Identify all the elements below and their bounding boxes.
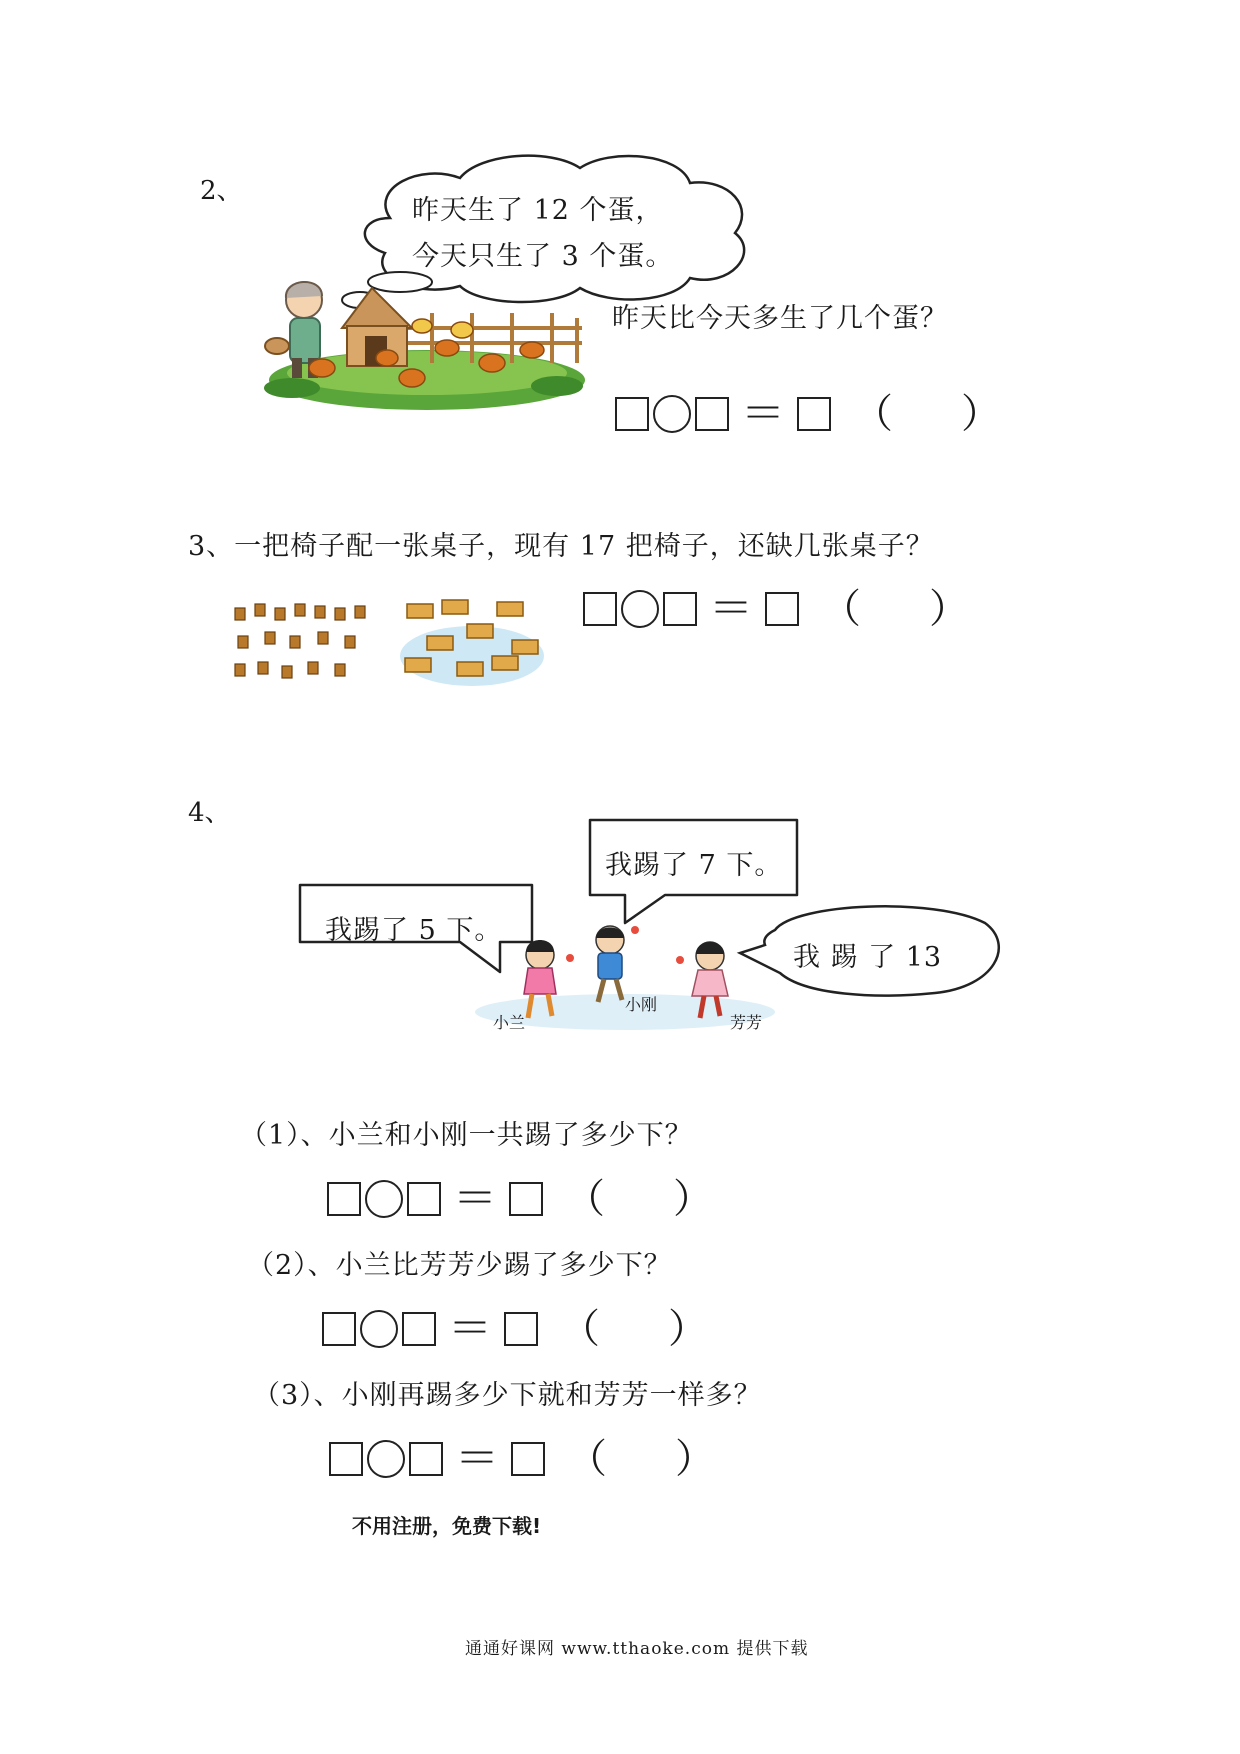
answer-box[interactable]	[615, 397, 649, 431]
answer-box[interactable]	[765, 592, 799, 626]
equation-q3	[583, 583, 969, 634]
equation-sub2	[322, 1303, 708, 1354]
paren-open: （	[821, 586, 861, 632]
name-label-fangfang: 芳芳	[730, 1013, 763, 1032]
equals-sign: ＝	[453, 1173, 497, 1224]
answer-box[interactable]	[509, 1182, 543, 1216]
operator-circle[interactable]	[365, 1180, 403, 1218]
cloud-line-2: 今天只生了 3 个蛋。	[412, 241, 674, 272]
paren-open: （	[565, 1176, 605, 1222]
equation-sub1	[327, 1173, 713, 1224]
paren-open: （	[853, 391, 893, 437]
question-2-text: 昨天比今天多生了几个蛋？	[612, 303, 948, 334]
bubble-right-text: 我 踢 了 13	[793, 942, 943, 973]
question-3-text: 3、一把椅子配一张桌子，现有 17 把椅子，还缺几张桌子？	[188, 531, 934, 562]
operator-circle[interactable]	[621, 590, 659, 628]
download-notice: 不用注册，免费下载!	[352, 1514, 542, 1538]
equation-sub3	[329, 1433, 715, 1484]
answer-box[interactable]	[402, 1312, 436, 1346]
sub-question-1: （1）、小兰和小刚一共踢了多少下？	[240, 1120, 693, 1151]
paren-open: （	[567, 1436, 607, 1482]
sub-question-3: （3）、小刚再踢多少下就和芳芳一样多？	[253, 1380, 762, 1411]
answer-box[interactable]	[695, 397, 729, 431]
paren-close: ）	[929, 586, 969, 632]
desks-illustration	[397, 596, 547, 691]
answer-box[interactable]	[583, 592, 617, 626]
answer-box[interactable]	[797, 397, 831, 431]
operator-circle[interactable]	[360, 1310, 398, 1348]
operator-circle[interactable]	[653, 395, 691, 433]
operator-circle[interactable]	[367, 1440, 405, 1478]
cloud-line-1: 昨天生了 12 个蛋，	[412, 195, 664, 226]
equation-q2	[615, 388, 1001, 439]
equals-sign: ＝	[448, 1303, 492, 1354]
answer-box[interactable]	[504, 1312, 538, 1346]
answer-box[interactable]	[407, 1182, 441, 1216]
farm-illustration	[262, 268, 587, 410]
paren-close: ）	[961, 391, 1001, 437]
paren-open: （	[560, 1306, 600, 1352]
name-label-xiaolan: 小兰	[493, 1013, 526, 1032]
bubble-left-text: 我踢了 5 下。	[325, 915, 503, 946]
answer-box[interactable]	[327, 1182, 361, 1216]
paren-close: ）	[675, 1436, 715, 1482]
answer-box[interactable]	[409, 1442, 443, 1476]
answer-box[interactable]	[329, 1442, 363, 1476]
name-label-xiaogang: 小刚	[625, 995, 658, 1014]
answer-box[interactable]	[511, 1442, 545, 1476]
chairs-illustration	[230, 598, 375, 690]
page-footer: 通通好课网 www.tthaoke.com 提供下载	[465, 1639, 809, 1659]
answer-box[interactable]	[322, 1312, 356, 1346]
equals-sign: ＝	[741, 388, 785, 439]
answer-box[interactable]	[663, 592, 697, 626]
equals-sign: ＝	[455, 1433, 499, 1484]
paren-close: ）	[668, 1306, 708, 1352]
bubble-mid-text: 我踢了 7 下。	[605, 850, 783, 881]
sub-question-2: （2）、小兰比芳芳少踢了多少下？	[247, 1250, 672, 1281]
question-2-number: 2、	[200, 176, 243, 206]
paren-close: ）	[673, 1176, 713, 1222]
equals-sign: ＝	[709, 583, 753, 634]
question-4-number: 4、	[188, 798, 231, 828]
